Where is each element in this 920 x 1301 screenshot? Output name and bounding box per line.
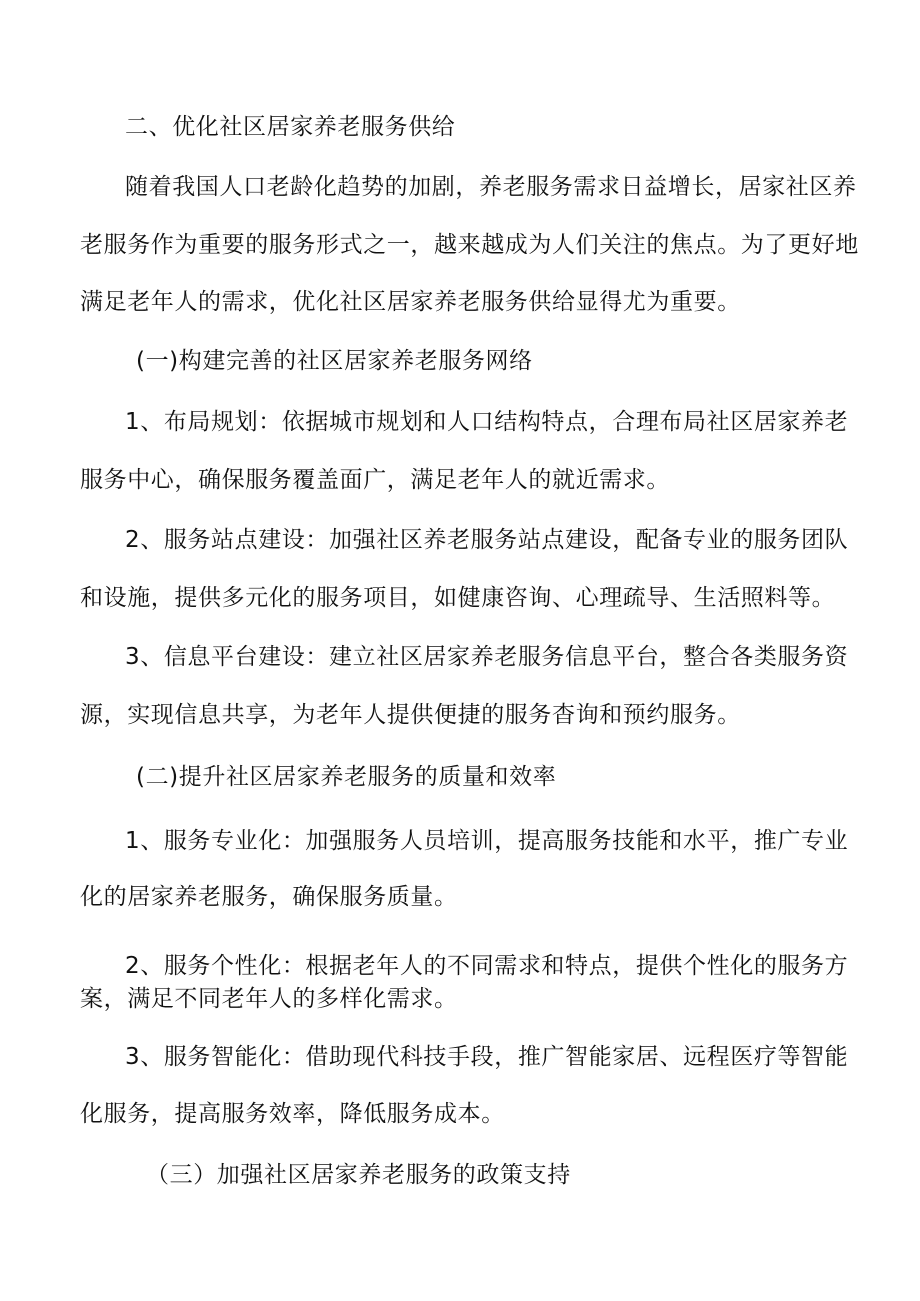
subsection-1-item-3-line-1: 3、信息平台建设：建立社区居家养老服务信息平台，整合各类服务资 (125, 644, 849, 670)
subsection-1-heading: (一)构建完善的社区居家养老服务网络 (136, 348, 533, 374)
subsection-2-item-1-line-1: 1、服务专业化：加强服务人员培训，提高服务技能和水平，推广专业 (125, 828, 849, 854)
subsection-2-item-2-line-2: 案，满足不同老年人的多样化需求。 (80, 986, 458, 1012)
subsection-1-item-2-line-2: 和设施，提供多元化的服务项目，如健康咨询、心理疏导、生活照料等。 (80, 585, 836, 611)
section-heading: 二、优化社区居家养老服务供给 (125, 114, 456, 140)
subsection-2-item-3-line-1: 3、服务智能化：借助现代科技手段，推广智能家居、远程医疗等智能 (125, 1044, 849, 1070)
subsection-2-item-3-line-2: 化服务，提高服务效率，降低服务成本。 (80, 1101, 505, 1127)
subsection-3-heading: （三）加强社区居家养老服务的政策支持 (146, 1162, 571, 1188)
subsection-2-heading: (二)提升社区居家养老服务的质量和效率 (136, 764, 557, 790)
subsection-2-item-2-line-1: 2、服务个性化：根据老年人的不同需求和特点，提供个性化的服务方 (125, 953, 849, 979)
subsection-2-item-1-line-2: 化的居家养老服务，确保服务质量。 (80, 884, 458, 910)
intro-line-3: 满足老年人的需求，优化社区居家养老服务供给显得尤为重要。 (80, 289, 741, 315)
intro-line-2: 老服务作为重要的服务形式之一，越来越成为人们关注的焦点。为了更好地 (80, 232, 859, 258)
intro-line-1: 随着我国人口老龄化趋势的加剧，养老服务需求日益增长，居家社区养 (125, 174, 857, 200)
subsection-1-item-2-line-1: 2、服务站点建设：加强社区养老服务站点建设，配备专业的服务团队 (125, 527, 849, 553)
subsection-1-item-1-line-2: 服务中心，确保服务覆盖面广，满足老年人的就近需求。 (80, 467, 670, 493)
subsection-1-item-1-line-1: 1、布局规划：依据城市规划和人口结构特点，合理布局社区居家养老 (125, 409, 849, 435)
subsection-1-item-3-line-2: 源，实现信息共享，为老年人提供便捷的服务杳询和预约服务。 (80, 702, 741, 728)
